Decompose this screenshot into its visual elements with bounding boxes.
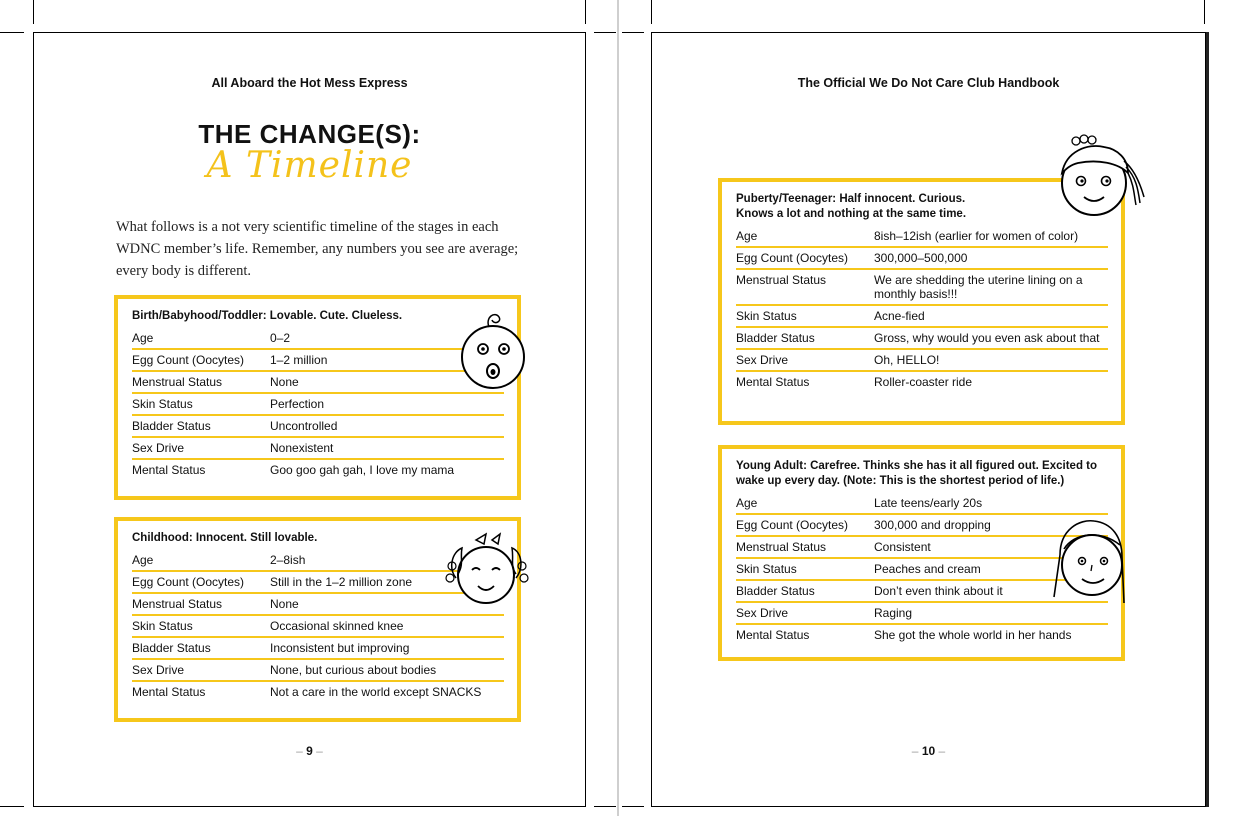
row-value: None, but curious about bodies: [270, 663, 437, 677]
row-label: Age: [736, 496, 758, 510]
row-label: Egg Count (Oocytes): [736, 251, 849, 265]
row-label: Bladder Status: [736, 331, 815, 345]
page-number-value: 9: [306, 744, 313, 758]
baby-face-icon: [459, 307, 529, 393]
row-value: Occasional skinned knee: [270, 619, 404, 633]
table-row: [132, 660, 504, 682]
row-label: Bladder Status: [736, 584, 815, 598]
card-title: Birth/Babyhood/Toddler: Lovable. Cute. Clueless.: [132, 310, 403, 322]
row-label: Mental Status: [736, 628, 810, 642]
row-value: We are shedding the uterine lining on a monthly basis!!!: [874, 273, 1083, 301]
row-value: Perfection: [270, 397, 325, 411]
table-row: [132, 372, 504, 394]
card-title: Young Adult: Carefree. Thinks she has it all figured out. Excited to wake up every day. (Note: This is the shortest period of life.): [736, 460, 1098, 487]
table-row: [736, 625, 1108, 645]
crop-mark: [0, 806, 24, 807]
row-value: Don’t even think about it: [874, 584, 1003, 598]
table-row: [736, 270, 1108, 306]
table-row: [132, 394, 504, 416]
table-row: [736, 493, 1108, 515]
row-label: Egg Count (Oocytes): [736, 518, 849, 532]
row-value: 2–8ish: [270, 553, 306, 567]
crop-mark: [622, 806, 644, 807]
row-value: 300,000–500,000: [874, 251, 968, 265]
row-value: Peaches and cream: [874, 562, 981, 576]
intro-paragraph: What follows is a not very scientific timeline of the stages in each WDNC member’s life. Remember, any numbers you see are average; every body is different.: [116, 219, 519, 279]
row-value: Consistent: [874, 540, 931, 554]
crop-mark: [594, 32, 616, 33]
young-adult-face-icon: [1050, 515, 1130, 607]
table-row: [132, 438, 504, 460]
row-label: Sex Drive: [132, 663, 185, 677]
row-value: 1–2 million: [270, 353, 328, 367]
table-row: [132, 416, 504, 438]
row-label: Age: [132, 553, 154, 567]
crop-mark: [0, 32, 24, 33]
row-label: Menstrual Status: [736, 540, 827, 554]
row-value: Inconsistent but improving: [270, 641, 410, 655]
page-number-value: 10: [921, 744, 936, 758]
table-row: [736, 306, 1108, 328]
row-value: Goo goo gah gah, I love my mama: [270, 463, 455, 477]
row-label: Skin Status: [736, 562, 797, 576]
row-label: Sex Drive: [736, 606, 789, 620]
teen-face-icon: [1048, 133, 1148, 221]
row-value: None: [270, 597, 299, 611]
row-value: None: [270, 375, 299, 389]
row-label: Sex Drive: [736, 353, 789, 367]
row-value: 8ish–12ish (earlier for women of color): [874, 229, 1079, 243]
table-row: [132, 328, 504, 350]
row-label: Menstrual Status: [132, 375, 223, 389]
row-value: Still in the 1–2 million zone: [270, 575, 413, 589]
page-subtitle: A Timeline: [206, 145, 413, 186]
row-value: Oh, HELLO!: [874, 353, 940, 367]
row-value: 300,000 and dropping: [874, 518, 991, 532]
card-title: Puberty/Teenager: Half innocent. Curious. Knows a lot and nothing at the same time.: [736, 193, 967, 220]
stage-table: [132, 328, 504, 480]
row-label: Skin Status: [132, 397, 193, 411]
row-value: Nonexistent: [270, 441, 334, 455]
table-row: [132, 460, 504, 480]
table-row: [132, 350, 504, 372]
page-number: – 10 –: [911, 744, 946, 758]
row-value: Not a care in the world except SNACKS: [270, 685, 482, 699]
right-page: [651, 32, 1206, 807]
row-label: Age: [132, 331, 154, 345]
crop-mark: [594, 806, 616, 807]
crop-mark: [622, 32, 644, 33]
row-value: She got the whole world in her hands: [874, 628, 1072, 642]
row-value: Uncontrolled: [270, 419, 338, 433]
row-label: Egg Count (Oocytes): [132, 353, 245, 367]
table-row: [132, 616, 504, 638]
row-value: Roller-coaster ride: [874, 375, 973, 389]
row-label: Skin Status: [736, 309, 797, 323]
card-title: Childhood: Innocent. Still lovable.: [132, 532, 318, 544]
row-label: Menstrual Status: [736, 273, 827, 287]
left-page: [33, 32, 586, 807]
row-label: Mental Status: [132, 463, 206, 477]
row-label: Age: [736, 229, 758, 243]
table-row: [736, 328, 1108, 350]
table-row: [736, 226, 1108, 248]
row-label: Sex Drive: [132, 441, 185, 455]
row-label: Bladder Status: [132, 641, 211, 655]
row-label: Egg Count (Oocytes): [132, 575, 245, 589]
table-row: [736, 248, 1108, 270]
table-row: [736, 350, 1108, 372]
running-head: The Official We Do Not Care Club Handbook: [797, 76, 1060, 90]
crop-mark: [1204, 0, 1205, 24]
row-label: Mental Status: [736, 375, 810, 389]
crop-mark: [585, 0, 586, 24]
row-label: Mental Status: [132, 685, 206, 699]
row-value: Raging: [874, 606, 913, 620]
row-value: 0–2: [270, 331, 291, 345]
row-value: Acne-fied: [874, 309, 925, 323]
page-number: – 9 –: [296, 744, 323, 758]
row-value: Gross, why would you even ask about that: [874, 331, 1100, 345]
row-value: Late teens/early 20s: [874, 496, 983, 510]
spread-divider: [617, 0, 619, 816]
row-label: Menstrual Status: [132, 597, 223, 611]
row-label: Bladder Status: [132, 419, 211, 433]
running-head: All Aboard the Hot Mess Express: [211, 76, 408, 90]
crop-mark: [33, 0, 34, 24]
crop-mark: [651, 0, 652, 24]
table-row: [132, 638, 504, 660]
page-title: THE CHANGE(S):: [198, 119, 421, 149]
child-face-icon: [442, 530, 534, 608]
row-label: Skin Status: [132, 619, 193, 633]
stage-table: [736, 226, 1108, 392]
page-edge-shadow: [1206, 32, 1209, 807]
table-row: [736, 372, 1108, 392]
table-row: [132, 682, 504, 702]
